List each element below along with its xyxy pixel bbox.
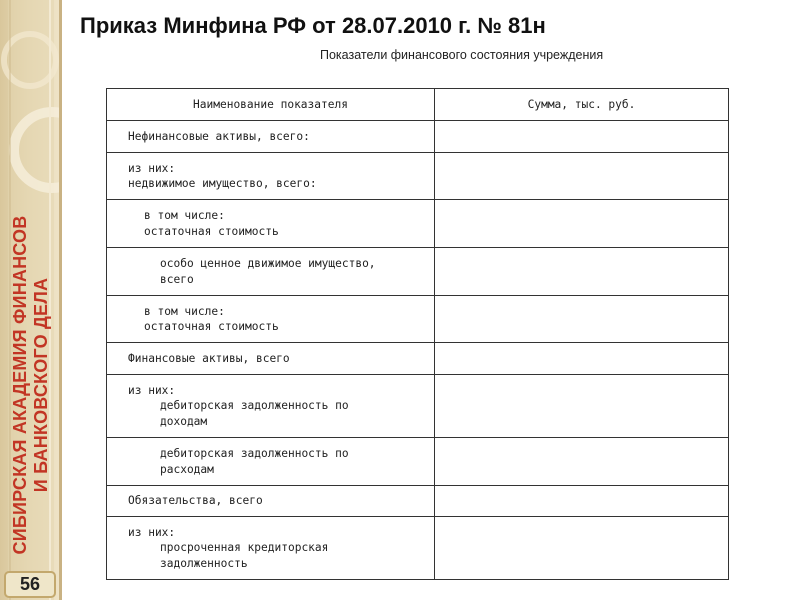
row-label-line: дебиторская задолженность по	[160, 399, 349, 413]
table-row	[107, 121, 729, 153]
row-label-line: дебиторская задолженность по	[160, 447, 349, 460]
academy-title-line2: И БАНКОВСКОГО ДЕЛА	[31, 277, 51, 493]
row-label-line: Финансовые активы, всего	[128, 351, 290, 365]
table-header-row	[107, 89, 729, 121]
table-row	[107, 200, 729, 248]
table-row	[107, 375, 729, 438]
row-label	[107, 486, 435, 517]
amount-cell	[435, 486, 729, 517]
row-label	[107, 438, 435, 486]
row-label	[107, 517, 435, 580]
row-label-line: остаточная стоимость	[144, 224, 279, 238]
amount-cell	[435, 438, 729, 486]
table-row	[107, 153, 729, 200]
table-row	[107, 248, 729, 296]
table-row	[107, 438, 729, 486]
row-label	[107, 248, 435, 296]
amount-cell	[435, 248, 729, 296]
row-label	[107, 153, 435, 200]
row-label-line: в том числе:	[144, 304, 225, 318]
row-label-line: задолженность	[160, 556, 248, 570]
page-title: Приказ Минфина РФ от 28.07.2010 г. № 81н	[80, 13, 546, 38]
row-label-line: в том числе:	[144, 209, 225, 222]
row-label	[107, 343, 435, 375]
row-label	[107, 121, 435, 153]
row-label-line: просроченная кредиторская	[160, 541, 329, 555]
table-caption: Показатели финансового состояния учреждения	[320, 48, 604, 62]
row-label	[107, 296, 435, 343]
table-row	[107, 517, 729, 580]
column-header-name: Наименование показателя	[107, 89, 435, 121]
academy-vertical-title	[10, 205, 52, 565]
row-label-line: недвижимое имущество, всего:	[128, 177, 317, 190]
amount-cell	[435, 375, 729, 438]
row-label-line: всего	[160, 272, 194, 286]
amount-cell	[435, 517, 729, 580]
amount-cell	[435, 200, 729, 248]
table-row	[107, 296, 729, 343]
table-row	[107, 343, 729, 375]
row-label-line: из них:	[128, 525, 176, 539]
row-label-line: Нефинансовые активы, всего:	[128, 129, 310, 143]
table-row	[107, 486, 729, 517]
amount-cell	[435, 153, 729, 200]
page-number-badge: 56	[4, 571, 56, 598]
row-label-line: из них:	[128, 161, 176, 175]
column-header-amount: Сумма, тыс. руб.	[435, 89, 729, 121]
sidebar-edge	[59, 0, 62, 600]
sidebar-decoration	[0, 0, 62, 600]
amount-cell	[435, 121, 729, 153]
row-label-line: остаточная стоимость	[144, 320, 279, 333]
financial-indicators-table	[106, 88, 729, 580]
amount-cell	[435, 296, 729, 343]
row-label-line: Обязательства, всего	[128, 494, 263, 508]
row-label	[107, 375, 435, 438]
row-label-line: доходам	[160, 414, 208, 428]
amount-cell	[435, 343, 729, 375]
row-label-line: из них:	[128, 383, 176, 397]
row-label	[107, 200, 435, 248]
row-label-line: особо ценное движимое имущество,	[160, 257, 376, 270]
academy-title-line1: СИБИРСКАЯ АКАДЕМИЯ ФИНАНСОВ	[10, 215, 30, 555]
row-label-line: расходам	[160, 462, 214, 476]
